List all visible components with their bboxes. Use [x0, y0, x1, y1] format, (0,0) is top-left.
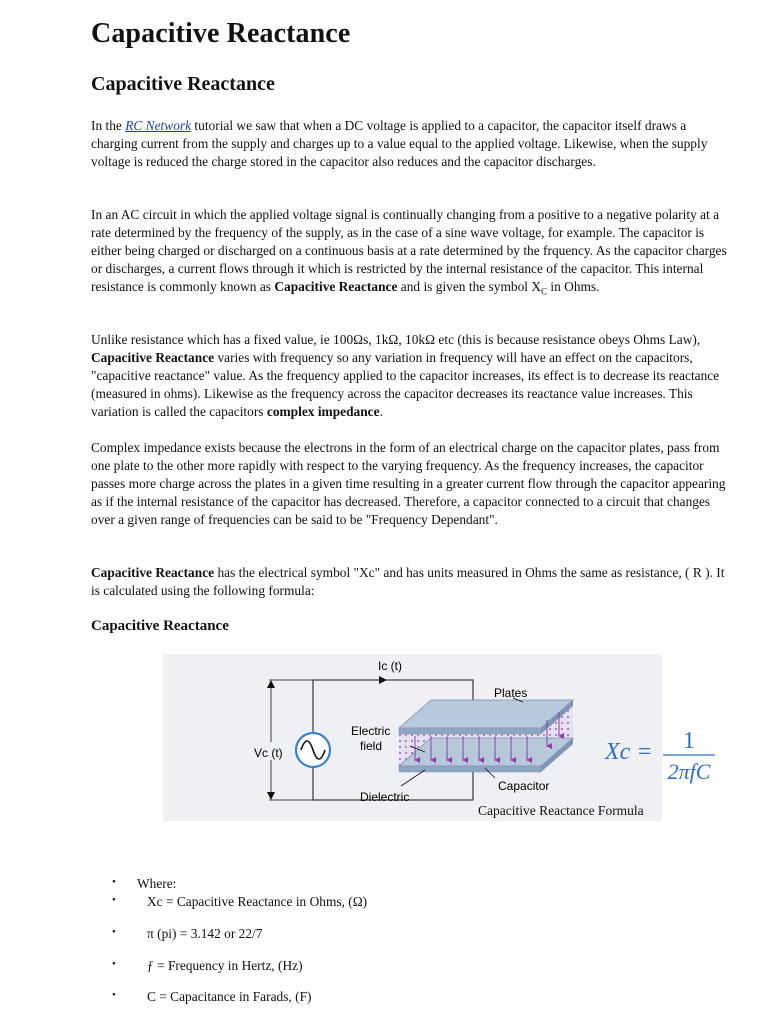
paragraph-text: in Ohms. — [547, 278, 600, 294]
section-heading: Capacitive Reactance — [91, 618, 229, 634]
bullet-icon: • — [112, 926, 116, 938]
list-item-text: Where: — [137, 876, 177, 891]
page-subtitle: Capacitive Reactance — [91, 73, 275, 95]
list-item-text: π (pi) = 3.142 or 22/7 — [147, 926, 263, 941]
bold-term: Capacitive Reactance — [91, 565, 215, 580]
formula-numerator: 1 — [683, 728, 695, 754]
paragraph-formula-intro — [91, 564, 731, 600]
list-item — [112, 989, 312, 1005]
list-item-text: ƒ = Frequency in Hertz, (Hz) — [147, 958, 303, 973]
paragraph-text: Unlike resistance which has a fixed value, ie 100Ωs, 1kΩ, 10kΩ etc (this is because resistance obeys Ohms Law), — [91, 332, 701, 347]
list-item — [112, 894, 368, 910]
top-plate-edge — [399, 728, 541, 734]
electric-field-label-1: Electric — [351, 724, 391, 738]
dielectric-pointer — [401, 770, 425, 786]
bold-term: complex impedance — [266, 403, 380, 419]
dim-arrow-down — [267, 792, 275, 800]
voltage-label: Vc (t) — [254, 746, 283, 760]
current-label: Ic (t) — [378, 659, 402, 673]
capacitor-label: Capacitor — [498, 779, 550, 793]
bottom-plate-edge — [399, 766, 541, 772]
bullet-icon: • — [112, 958, 116, 970]
capacitor-diagram — [163, 654, 711, 821]
list-item — [112, 958, 303, 974]
page-title: Capacitive Reactance — [91, 18, 351, 49]
paragraph-text: In an AC circuit in which the applied voltage signal is continually changing from a positive to a negative polarity at a rate determined by the frequency of the supply, as in the case of a sine wave voltage, for example. The capacitor is either being charged or discharged on a continuous basis at a rate determined by the frquency. As the capacitor charges or discharges, a current flows through it which is restricted by the internal resistance of the capacitor. This internal resistance is commonly known as — [91, 207, 727, 294]
bullet-icon: • — [112, 989, 116, 1001]
paragraph-frequency — [91, 331, 731, 421]
paragraph-ac-circuit — [91, 206, 731, 301]
list-item-text: C = Capacitance in Farads, (F) — [147, 989, 312, 1004]
bullet-icon: • — [112, 876, 116, 888]
bold-term: Capacitive Reactance — [274, 278, 398, 294]
list-item — [112, 926, 263, 942]
figure-caption: Capacitive Reactance Formula — [478, 803, 644, 818]
list-item-text: Xc = Capacitive Reactance in Ohms, (Ω) — [147, 894, 368, 909]
rc-network-link[interactable]: RC Network — [125, 118, 192, 133]
bold-term: Capacitive Reactance — [91, 349, 215, 365]
paragraph-text: varies with frequency so any variation in frequency will have an effect on the capacitors, "capacitive reactance" value. As the frequency applied to the capacitor increases, its effect is to decrease its reactance (measured in ohms). Likewise as the frequency across the capacitor decreases its reactance value increases. This variation is called the capacitors — [91, 349, 720, 419]
paragraph-text: . — [379, 403, 383, 419]
dim-arrow-up — [267, 680, 275, 688]
formula-denominator: 2πfC — [667, 759, 711, 784]
paragraph-text: tutorial we saw that when a DC voltage is applied to a capacitor, the capacitor itself draws a charging current from the supply and charges up to a value equal to the applied voltage. Likewise, when the supply voltage is reduced the charge stored in the capacitor also reduces and the capacitor discharges. — [91, 118, 708, 169]
paragraph-text: has the electrical symbol "Xc" and has units measured in Ohms the same as resistance, ( R ). It is calculated using the following formula: — [91, 565, 725, 598]
dielectric-label: Dielectric — [360, 790, 410, 804]
capacitor-circuit-svg — [163, 654, 711, 821]
paragraph-complex-impedance: Complex impedance exists because the electrons in the form of an electrical charge on the capacitor plates, pass from one plate to the other more rapidly with respect to the varying frequency. As the frequency increases, the capacitor passes more charge across the plates in a given time resulting in a greater current flow through the capacitor appearing as if the internal resistance of the capacitor has decreased. Therefore, a capacitor connected to a circuit that changes over a given range of frequencies can be said to be "Frequency Dependant". — [91, 440, 726, 527]
paragraph-intro — [91, 117, 731, 171]
formula-lhs: Xc = — [605, 739, 653, 765]
paragraph-text: In the — [91, 118, 126, 133]
paragraph-text: and is given the symbol X — [397, 278, 542, 294]
subscript: C — [541, 286, 548, 297]
electric-field-label-2: field — [360, 739, 383, 753]
plates-label: Plates — [494, 686, 528, 700]
bullet-icon: • — [112, 894, 116, 906]
list-item — [112, 876, 177, 892]
